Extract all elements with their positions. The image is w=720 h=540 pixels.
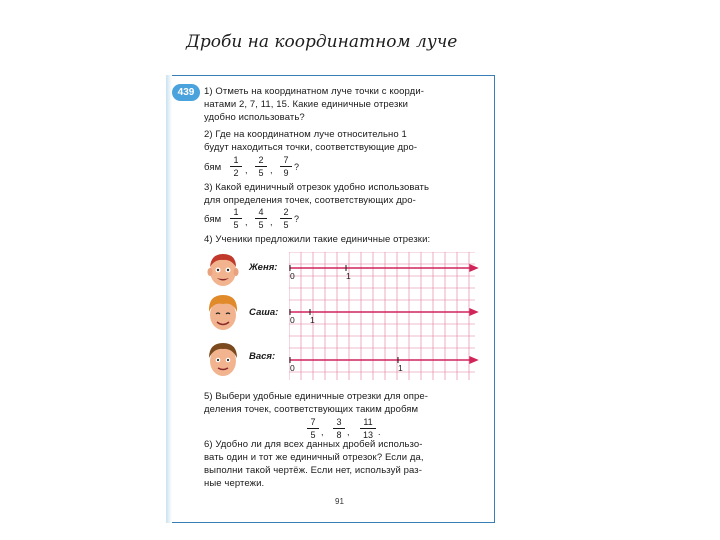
- fraction: 11 13: [360, 417, 376, 440]
- task2-line-2: будут находиться точки, соответствующие дро-: [204, 142, 418, 153]
- task3-line-1: 3) Какой единичный отрезок удобно использовать: [204, 182, 430, 193]
- task2-line-1: 2) Где на координатном луче относительно 1: [204, 129, 407, 140]
- task6-line-1: 6) Удобно ли для всех данных дробей использо-: [204, 439, 423, 450]
- student-zhenya-face-icon: [205, 250, 241, 288]
- tick-label-one: 1: [310, 315, 315, 325]
- task3-line-3: бям: [204, 214, 222, 225]
- tick-label-zero: 0: [290, 363, 295, 373]
- student-sasha-face-icon: [205, 292, 241, 332]
- fraction-separator: ,: [347, 427, 350, 437]
- tick-label-zero: 0: [290, 315, 295, 325]
- fraction-separator: ,: [245, 165, 248, 175]
- task1-line-1: 1) Отметь на координатном луче точки с коорди-: [204, 86, 424, 97]
- page-shadow: [166, 75, 172, 523]
- fraction-separator: ,: [321, 427, 324, 437]
- fraction-separator: ,: [270, 217, 273, 227]
- fraction-separator: ,: [270, 165, 273, 175]
- task2-line-3: бям: [204, 162, 222, 173]
- fraction: 3 8: [333, 417, 345, 440]
- task4-line: 4) Ученики предложили такие единичные отрезки:: [204, 234, 431, 245]
- fraction: 2 5: [255, 155, 267, 178]
- tick-label-one: 1: [346, 271, 351, 281]
- fraction: 1 2: [230, 155, 242, 178]
- task6-line-2: вать один и тот же единичный отрезок? Если да,: [204, 452, 424, 463]
- question-mark: ?: [294, 214, 300, 224]
- fraction: 1 5: [230, 207, 242, 230]
- number-rays-grid: [289, 252, 479, 380]
- fraction: 7 5: [307, 417, 319, 440]
- exercise-number-badge: 439: [172, 84, 200, 101]
- page-number: 91: [335, 497, 344, 506]
- fraction: 2 5: [280, 207, 292, 230]
- student-name-vasya: Вася:: [249, 351, 276, 362]
- task5-line-1: 5) Выбери удобные единичные отрезки для опре-: [204, 391, 428, 402]
- slide-title: Дроби на координатном луче: [186, 32, 458, 52]
- period: .: [378, 427, 381, 437]
- tick-label-one: 1: [398, 363, 403, 373]
- tick-label-zero: 0: [290, 271, 295, 281]
- task1-line-2: натами 2, 7, 11, 15. Какие единичные отрезки: [204, 99, 409, 110]
- task3-line-2: для определения точек, соответствующих дро-: [204, 195, 416, 206]
- fraction: 4 5: [255, 207, 267, 230]
- fraction: 7 9: [280, 155, 292, 178]
- student-name-zhenya: Женя:: [249, 262, 278, 273]
- student-vasya-face-icon: [205, 340, 241, 378]
- task5-line-2: деления точек, соответствующих таким дробям: [204, 404, 419, 415]
- fraction-separator: ,: [245, 217, 248, 227]
- question-mark: ?: [294, 162, 300, 172]
- task6-line-4: ные чертежи.: [204, 478, 265, 489]
- task1-line-3: удобно использовать?: [204, 112, 305, 123]
- task6-line-3: выполни такой чертёж. Если нет, используй раз-: [204, 465, 422, 476]
- student-name-sasha: Саша:: [249, 307, 279, 318]
